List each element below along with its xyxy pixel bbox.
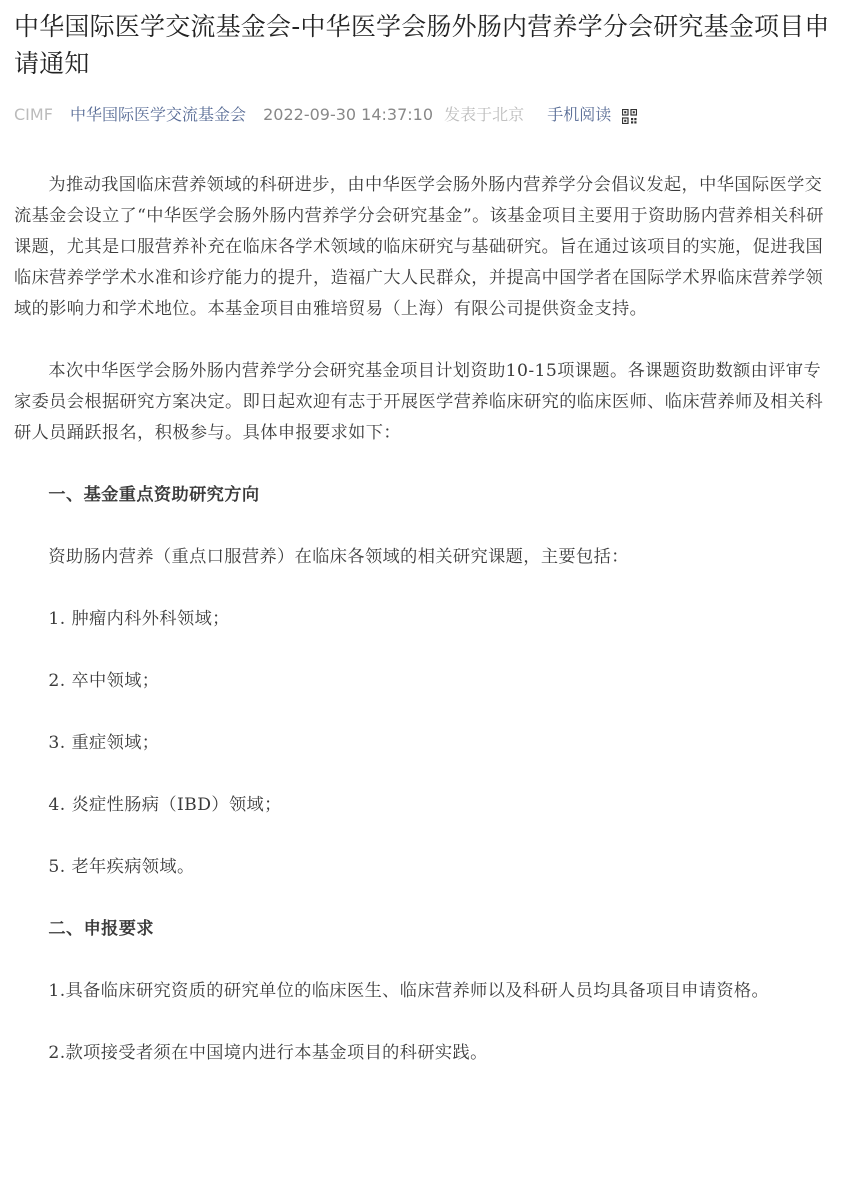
list-item-critical-care: 3. 重症领域； — [48, 733, 160, 753]
article-title: 中华国际医学交流基金会-中华医学会肠外肠内营养学分会研究基金项目申请通知 — [14, 12, 830, 78]
meta-location: 发表于北京 — [444, 104, 525, 124]
article-meta — [14, 101, 830, 127]
section-heading-research-direction: 一、基金重点资助研究方向 — [48, 485, 260, 505]
article-body — [14, 170, 830, 1069]
list-item-stroke: 2. 卒中领域； — [48, 671, 160, 691]
article-header — [14, 8, 830, 127]
qr-code-icon-svg — [622, 109, 637, 124]
meta-publish-time: 2022-09-30 14:37:10 — [263, 104, 434, 124]
meta-author-link[interactable]: 中华国际医学交流基金会 — [70, 104, 247, 124]
research-direction-intro: 资助肠内营养（重点口服营养）在临床各领域的相关研究课题，主要包括： — [48, 547, 629, 567]
requirement-item-2: 2.款项接受者须在中国境内进行本基金项目的科研实践。 — [48, 1043, 488, 1063]
list-item-ibd: 4. 炎症性肠病（IBD）领域； — [48, 795, 282, 815]
qr-code-icon[interactable] — [622, 106, 637, 121]
section-heading-requirements: 二、申报要求 — [48, 919, 154, 939]
requirement-item-1: 1.具备临床研究资质的研究单位的临床医生、临床营养师以及科研人员均具备项目申请资格。 — [48, 981, 770, 1001]
list-item-oncology: 1. 肿瘤内科外科领域； — [48, 609, 230, 629]
list-item-geriatric: 5. 老年疾病领域。 — [48, 857, 195, 877]
mobile-read-link[interactable]: 手机阅读 — [547, 104, 612, 124]
funding-paragraph: 本次中华医学会肠外肠内营养学分会研究基金项目计划资助10-15项课题。各课题资助数额由评审专家委员会根据研究方案决定。即日起欢迎有志于开展医学营养临床研究的临床医师、临床营养师及相关科研人员踊跃报名，积极参与。具体申报要求如下： — [14, 361, 824, 443]
meta-source: CIMF — [14, 104, 53, 124]
intro-paragraph: 为推动我国临床营养领域的科研进步，由中华医学会肠外肠内营养学分会倡议发起，中华国际医学交流基金会设立了“中华医学会肠外肠内营养学分会研究基金”。该基金项目主要用于资助肠内营养相关科研课题，尤其是口服营养补充在临床各学术领域的临床研究与基础研究。旨在通过该项目的实施，促进我国临床营养学学术水准和诊疗能力的提升，造福广大人民群众，并提高中国学者在国际学术界临床营养学领域的影响力和学术地位。本基金项目由雅培贸易（上海）有限公司提供资金支持。 — [14, 175, 824, 319]
